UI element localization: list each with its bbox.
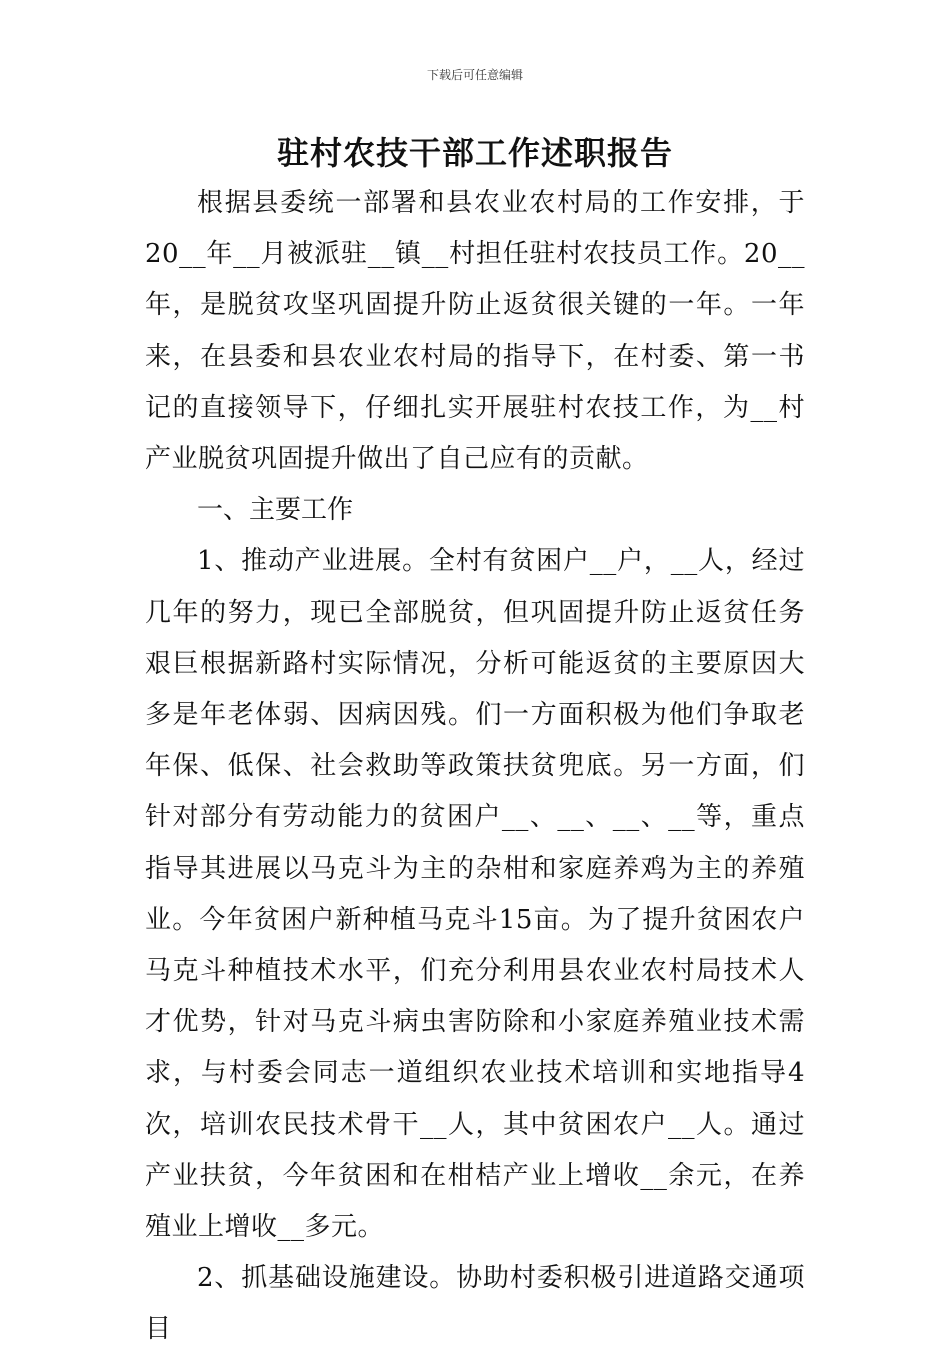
- paragraph-industry-development: 1、推动产业进展。全村有贫困户__户，__人，经过几年的努力，现已全部脱贫，但巩固提升防止返贫任务艰巨根据新路村实际情况，分析可能返贫的主要原因大多是年老体弱、因病因残。们一方面积极为他们争取老年保、低保、社会救助等政策扶贫兜底。另一方面，们针对部分有劳动能力的贫困户__、__、__、__等，重点指导其进展以马克斗为主的杂柑和家庭养鸡为主的养殖业。今年贫困户新种植马克斗15亩。为了提升贫困农户马克斗种植技术水平，们充分利用县农业农村局技术人才优势，针对马克斗病虫害防除和小家庭养殖业技术需求，与村委会同志一道组织农业技术培训和实地指导4次，培训农民技术骨干__人，其中贫困农户__人。通过产业扶贫，今年贫困和在柑桔产业上增收__余元，在养殖业上增收__多元。: [145, 546, 805, 1243]
- paragraph-infrastructure: 2、抓基础设施建设。协助村委积极引进道路交通项目: [145, 1263, 805, 1345]
- section-heading-main-work: 一、主要工作: [197, 495, 354, 526]
- document-body: [145, 178, 805, 1356]
- header-note: 下载后可任意编辑: [426, 68, 523, 82]
- document-title: 驻村农技干部工作述职报告: [276, 134, 673, 172]
- intro-paragraph: 根据县委统一部署和县农业农村局的工作安排，于20__年__月被派驻__镇__村担任驻村农技员工作。20__年，是脱贫攻坚巩固提升防止返贫很关键的一年。一年来，在县委和县农业农村局的指导下，在村委、第一书记的直接领导下，仔细扎实开展驻村农技工作，为__村产业脱贫巩固提升做出了自己应有的贡献。: [145, 188, 805, 475]
